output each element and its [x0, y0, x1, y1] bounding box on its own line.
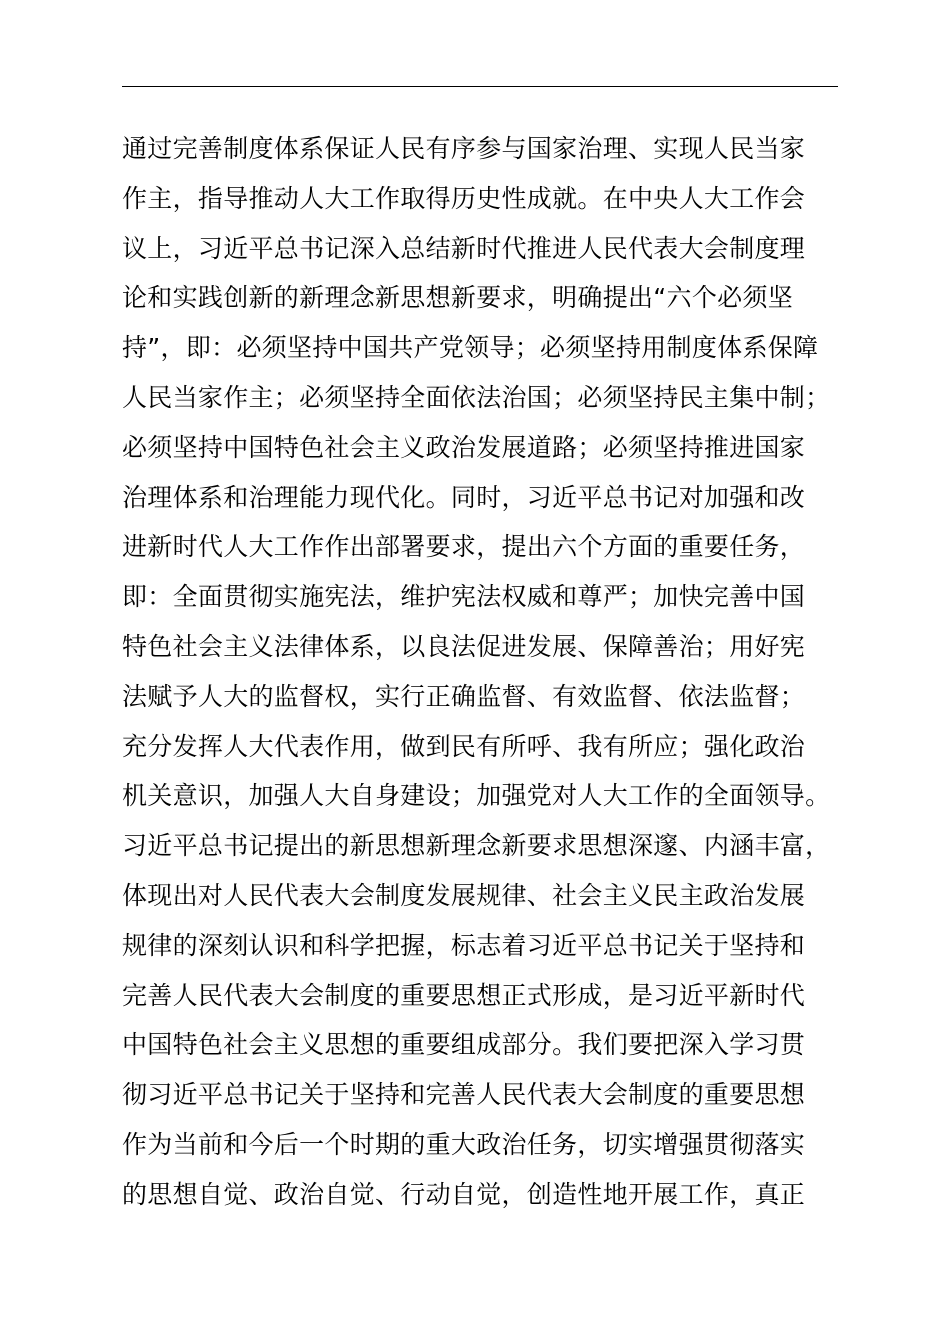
text-line: 通过完善制度体系保证人民有序参与国家治理、实现人民当家	[122, 134, 806, 163]
text-line: 机关意识，加强人大自身建设；加强党对人大工作的全面领导。	[122, 781, 831, 811]
text-line: 作主，指导推动人大工作取得历史性成就。在中央人大工作会	[122, 183, 806, 213]
text-line: 的思想自觉、政治自觉、行动自觉，创造性地开展工作，真正	[122, 1179, 806, 1209]
body-paragraph	[122, 124, 862, 1220]
text-line: 特色社会主义法律体系，以良法促进发展、保障善治；用好宪	[122, 631, 806, 661]
text-line: 作为当前和今后一个时期的重大政治任务，切实增强贯彻落实	[122, 1129, 806, 1159]
text-line: 体现出对人民代表大会制度发展规律、社会主义民主政治发展	[122, 880, 806, 910]
text-line: 持”，即：必须坚持中国共产党领导；必须坚持用制度体系保障	[122, 333, 819, 363]
text-line: 规律的深刻认识和科学把握，标志着习近平总书记关于坚持和	[122, 930, 806, 960]
text-line: 中国特色社会主义思想的重要组成部分。我们要把深入学习贯	[122, 1030, 806, 1060]
text-line: 进新时代人大工作作出部署要求，提出六个方面的重要任务，	[122, 532, 806, 562]
header-rule	[122, 86, 838, 87]
text-line: 习近平总书记提出的新思想新理念新要求思想深邃、内涵丰富，	[122, 831, 831, 861]
text-line: 论和实践创新的新理念新思想新要求，明确提出“六个必须坚	[122, 283, 794, 313]
text-line: 治理体系和治理能力现代化。同时，习近平总书记对加强和改	[122, 482, 806, 512]
text-line: 人民当家作主；必须坚持全面依法治国；必须坚持民主集中制；	[122, 382, 831, 412]
text-line: 彻习近平总书记关于坚持和完善人民代表大会制度的重要思想	[122, 1080, 806, 1110]
text-line: 完善人民代表大会制度的重要思想正式形成，是习近平新时代	[122, 980, 806, 1010]
text-line: 充分发挥人大代表作用，做到民有所呼、我有所应；强化政治	[122, 731, 806, 761]
text-line: 必须坚持中国特色社会主义政治发展道路；必须坚持推进国家	[122, 432, 806, 462]
text-line: 即：全面贯彻实施宪法，维护宪法权威和尊严；加快完善中国	[122, 582, 806, 612]
text-line: 法赋予人大的监督权，实行正确监督、有效监督、依法监督；	[122, 681, 806, 711]
text-line: 议上，习近平总书记深入总结新时代推进人民代表大会制度理	[122, 233, 806, 263]
